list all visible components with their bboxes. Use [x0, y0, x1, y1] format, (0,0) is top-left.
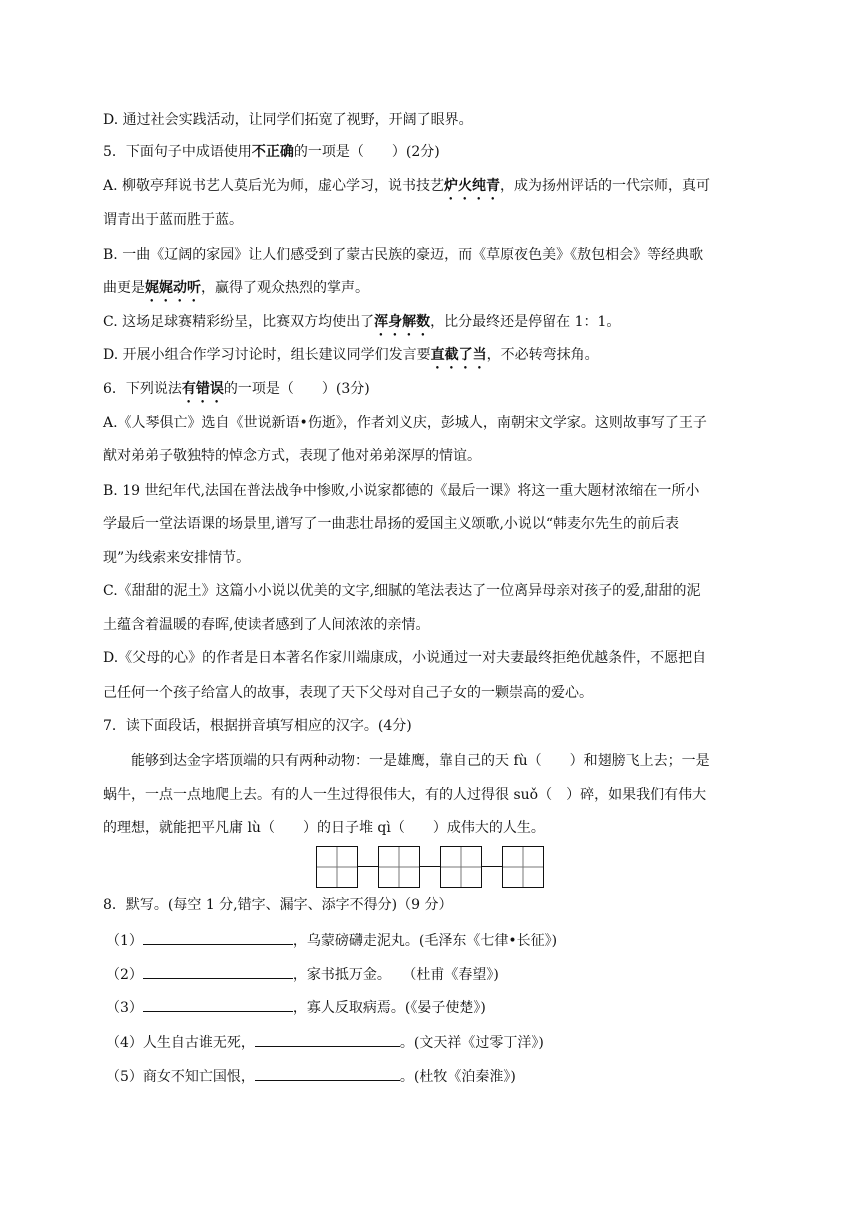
q5-d-text: D. 开展小组合作学习讨论时，组长建议同学们发言要	[103, 347, 431, 363]
grid-connector	[482, 866, 502, 867]
q8-num: （3）	[106, 1000, 143, 1016]
q8-text: ，家书抵万金。 （杜甫《春望》)	[292, 967, 499, 983]
q5-title-pre: 5．下面句子中成语使用	[103, 144, 252, 160]
q8-text: ，寡人反取病焉。(《晏子使楚》)	[292, 1000, 486, 1016]
q5-option-a-line1	[103, 176, 710, 203]
q8-text-post: 。(杜牧《泊秦淮》)	[399, 1069, 516, 1085]
q6-option-d-line2: 己任何一个孩子给富人的故事，表现了天下父母对自己子女的一颗崇高的爱心。	[103, 685, 593, 701]
answer-grid	[316, 846, 546, 888]
q6-option-b-line2: 学最后一堂法语课的场景里,谱写了一曲悲壮昂扬的爱国主义颂歌,小说以“韩麦尔先生的前后表	[103, 516, 680, 532]
q5-title-emphasis: 不正确	[251, 144, 294, 160]
q6-title-emphasis: 有错误	[181, 381, 224, 397]
q6-option-b-line1: B. 19 世纪年代,法国在普法战争中惨败,小说家都德的《最后一课》将这一重大题材浓缩在一所小	[103, 483, 700, 499]
q5-option-d	[103, 345, 599, 372]
q5-title-post: 的一项是（ ）(2分)	[293, 144, 440, 160]
q6-option-c-line1: C.《甜甜的泥土》这篇小小说以优美的文字,细腻的笔法表达了一位离异母亲对孩子的爱,甜甜的泥	[103, 583, 701, 599]
q8-line2	[106, 964, 499, 985]
q8-line1	[106, 930, 557, 951]
q5-b-idiom: 娓娓动听	[145, 280, 201, 296]
q8-line5	[106, 1066, 516, 1087]
q8-title: 8．默写。(每空 1 分,错字、漏字、添字不得分)（9 分）	[103, 897, 453, 913]
q8-text-post: 。(文天祥《过零丁洋》)	[399, 1035, 544, 1051]
q7-paragraph-line2: 蜗牛，一点一点地爬上去。有的人一生过得很伟大，有的人过得很 suǒ（ ）碎，如果我们有伟大	[103, 787, 707, 803]
q5-a-idiom: 炉火纯青	[444, 178, 501, 194]
q5-option-b-line1: B. 一曲《辽阔的家园》让人们感受到了蒙古民族的豪迈，而《草原夜色美》《敖包相会》等经典歌	[103, 247, 704, 263]
q7-paragraph-line1: 能够到达金字塔顶端的只有两种动物：一是雄鹰，靠自己的天 fù（ ）和翅膀飞上去；一是	[131, 753, 710, 769]
q5-c-idiom: 浑身解数	[374, 314, 431, 330]
answer-box-suo[interactable]	[378, 846, 420, 888]
q5-c-text: C. 这场足球赛精彩纷呈，比赛双方均使出了	[103, 314, 375, 330]
q5-d-text-post: ，不必转弯抹角。	[486, 347, 599, 363]
q5-b-text: 曲更是	[103, 280, 145, 296]
q5-a-text-post: ，成为扬州评话的一代宗师，真可	[500, 178, 711, 194]
q6-option-a-line2: 猷对弟弟子敬独特的悼念方式，表现了他对弟弟深厚的情谊。	[103, 448, 481, 464]
fill-blank[interactable]	[143, 964, 293, 979]
q8-line3	[106, 997, 486, 1018]
q5-d-idiom: 直截了当	[430, 347, 487, 363]
fill-blank[interactable]	[143, 930, 293, 945]
fill-blank[interactable]	[255, 1032, 400, 1047]
answer-box-lu[interactable]	[440, 846, 482, 888]
q7-title: 7．读下面段话，根据拼音填写相应的汉字。(4分)	[103, 718, 412, 734]
q5-c-text-post: ，比分最终还是停留在 1：1。	[430, 314, 621, 330]
q4-option-d: D. 通过社会实践活动，让同学们拓宽了视野，开阔了眼界。	[103, 112, 473, 128]
q5-option-b-line2	[103, 278, 369, 305]
q7-paragraph-line3: 的理想，就能把平凡庸 lù（ ）的日子堆 qì（ ）成伟大的人生。	[103, 820, 545, 836]
q6-option-a-line1: A.《人琴俱亡》选自《世说新语•伤逝》，作者刘义庆，彭城人，南朝宋文学家。这则故事写了王子	[103, 415, 707, 431]
q8-text: （5）商女不知亡国恨，	[106, 1069, 255, 1085]
answer-box-qi[interactable]	[502, 846, 544, 888]
q5-b-text-post: ，赢得了观众热烈的掌声。	[201, 280, 369, 296]
q8-num: （1）	[106, 933, 143, 949]
q6-option-c-line2: 土蕴含着温暖的春晖,使读者感到了人间浓浓的亲情。	[103, 617, 430, 633]
q6-title	[103, 379, 370, 406]
grid-connector	[358, 866, 378, 867]
fill-blank[interactable]	[255, 1066, 400, 1081]
q6-option-d-line1: D.《父母的心》的作者是日本著名作家川端康成，小说通过一对夫妻最终拒绝优越条件，不愿把自	[103, 650, 707, 666]
q6-title-pre: 6．下列说法	[103, 381, 182, 397]
q5-option-c	[103, 312, 620, 339]
q8-text: ，乌蒙磅礴走泥丸。(毛泽东《七律•长征》)	[292, 933, 558, 949]
q6-title-post: 的一项是（ ）(3分)	[223, 381, 370, 397]
q5-title	[103, 142, 440, 162]
fill-blank[interactable]	[143, 997, 293, 1012]
grid-connector	[420, 866, 440, 867]
q8-line4	[106, 1032, 544, 1053]
q6-option-b-line3: 现”为线索来安排情节。	[103, 550, 251, 566]
q5-a-text: A. 柳敬亭拜说书艺人莫后光为师，虚心学习，说书技艺	[103, 178, 445, 194]
q8-text: （4）人生自古谁无死，	[106, 1035, 255, 1051]
q5-option-a-line2: 谓青出于蓝而胜于蓝。	[103, 212, 243, 228]
q8-num: （2）	[106, 967, 143, 983]
answer-box-fu[interactable]	[316, 846, 358, 888]
